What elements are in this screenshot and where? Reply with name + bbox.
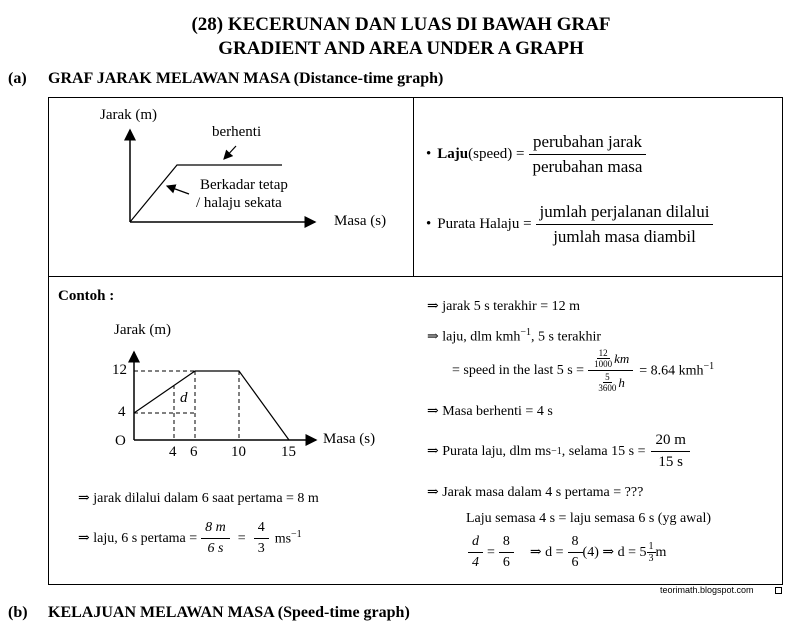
- g1-x-label: Masa (s): [334, 213, 387, 229]
- g2-d-label: d: [180, 390, 188, 406]
- example-r7: Laju semasa 4 s = laju semasa 6 s (yg awal): [466, 511, 712, 526]
- avg-speed-formula: [426, 202, 713, 247]
- g1-annot-rate2: / halaju sekata: [196, 195, 282, 211]
- example-r8: [468, 534, 666, 571]
- g2-x-tick-4: 4: [169, 444, 177, 460]
- section-a-heading: GRAF JARAK MELAWAN MASA (Distance-time graph): [48, 70, 444, 87]
- bullet: •: [426, 216, 432, 232]
- g2-x-tick-10: 10: [231, 444, 246, 460]
- r8-frac1: [468, 534, 483, 571]
- example-r5: [427, 432, 690, 471]
- r3-compound-fraction: [588, 348, 633, 393]
- r8-tail: (4) ⇒ d = 5: [582, 545, 647, 560]
- bullet: •: [426, 146, 432, 162]
- r3-n-frac: [592, 348, 614, 369]
- laju-6s-unit-text: ms: [274, 531, 292, 547]
- r3-d-den: 3600: [598, 383, 617, 393]
- r3-denominator: [592, 371, 629, 393]
- laju-6s-label: ⇒ laju, 6 s pertama =: [78, 531, 198, 546]
- section-b-label: (b): [8, 604, 28, 621]
- section-b-heading: KELAJUAN MELAWAN MASA (Speed-time graph): [48, 604, 410, 621]
- g2-y-tick-12: 12: [112, 362, 127, 378]
- g2-line: [134, 371, 289, 440]
- example-heading: Contoh :: [58, 288, 115, 304]
- speed-label-rest: (speed) =: [468, 146, 525, 162]
- g1-annot-stop: berhenti: [212, 124, 262, 140]
- r8-d2: 6: [502, 555, 510, 570]
- r8-n4: 1: [648, 541, 654, 552]
- g1-y-label: Jarak (m): [100, 107, 158, 123]
- g2-x-label: Masa (s): [323, 431, 376, 447]
- laju-6s-fraction2: [254, 520, 269, 557]
- g2-y-tick-4: 4: [118, 404, 126, 420]
- speed-fraction: [528, 132, 646, 177]
- r3-n-num: 12: [598, 348, 608, 358]
- r3-result-sup: −1: [703, 361, 715, 373]
- r3-n-unit: km: [614, 350, 630, 366]
- example-r2: [427, 327, 601, 346]
- example-r4: ⇒ Masa berhenti = 4 s: [427, 404, 553, 419]
- example-left-line1: ⇒ jarak dilalui dalam 6 saat pertama = 8 m: [78, 491, 319, 506]
- r8-unit: m: [655, 544, 667, 560]
- section-a-label: (a): [8, 70, 27, 87]
- r8-d1: 4: [472, 555, 479, 570]
- r3-n-den: 1000: [594, 359, 613, 369]
- page-title: (28) KECERUNAN DAN LUAS DI BAWAH GRAF: [191, 14, 611, 35]
- r8-eq: =: [487, 544, 495, 560]
- page-subtitle: GRADIENT AND AREA UNDER A GRAPH: [218, 38, 584, 59]
- g2-y-label: Jarak (m): [114, 322, 172, 338]
- watermark-text: teorimath.blogspot.com: [660, 585, 754, 595]
- example-r1: ⇒ jarak 5 s terakhir = 12 m: [427, 299, 580, 314]
- r8-frac4: [647, 541, 656, 564]
- watermark-square-icon: [775, 587, 782, 594]
- r2-sup: −1: [520, 327, 532, 338]
- r8-n3: 8: [568, 534, 583, 553]
- laju-6s-num: 8 m: [201, 520, 230, 539]
- avg-speed-fraction: [536, 202, 714, 247]
- g2-x-tick-15: 15: [281, 444, 296, 460]
- example-left-line2: [78, 520, 302, 557]
- example-r3: [452, 348, 714, 393]
- r2-tail: , 5 s terakhir: [531, 329, 602, 345]
- laju-6s-unit: [275, 529, 302, 548]
- r3-result: [639, 361, 714, 380]
- g1-annot-rate1: Berkadar tetap: [200, 177, 288, 193]
- speed-formula: [426, 132, 646, 177]
- laju-6s-den2: 3: [257, 541, 265, 556]
- r8-n2: 8: [499, 534, 514, 553]
- g2-x-tick-6: 6: [190, 444, 198, 460]
- r5-sup: −1: [551, 446, 562, 457]
- g1-stop-arrow: [224, 146, 236, 159]
- laju-6s-fraction: [201, 520, 230, 557]
- laju-6s-unit-sup: −1: [291, 529, 302, 541]
- r5-num: 20 m: [651, 432, 689, 452]
- r3-d-num: 5: [605, 372, 610, 382]
- laju-6s-num2: 4: [254, 520, 269, 539]
- r3-numerator: [588, 348, 633, 371]
- r8-frac3: [568, 534, 583, 571]
- r3-result-text: = 8.64 kmh: [639, 363, 704, 379]
- avg-speed-denominator: jumlah masa diambil: [553, 227, 696, 246]
- speed-denominator: perubahan masa: [532, 157, 643, 176]
- r3-d-unit: h: [618, 374, 625, 390]
- avg-speed-label: Purata Halaju =: [437, 216, 532, 232]
- r5-den: 15 s: [658, 454, 683, 470]
- r8-mid: ⇒ d =: [529, 545, 564, 560]
- r5-tail: , selama 15 s =: [561, 443, 646, 459]
- r5-fraction: [651, 432, 689, 471]
- speed-numerator: perubahan jarak: [529, 132, 646, 155]
- g1-rate-arrow: [167, 186, 189, 194]
- example-r6: ⇒ Jarak masa dalam 4 s pertama = ???: [427, 485, 644, 500]
- avg-speed-numerator: jumlah perjalanan dilalui: [536, 202, 714, 225]
- r5-text: ⇒ Purata laju, dlm ms: [427, 444, 552, 459]
- g2-origin: O: [115, 433, 126, 449]
- laju-6s-eq: =: [237, 530, 246, 546]
- r2-text: ⇒ laju, dlm kmh: [427, 329, 521, 345]
- r8-n1: d: [468, 534, 483, 553]
- speed-label: Laju: [437, 146, 469, 162]
- r8-d4: 3: [648, 553, 654, 564]
- r3-d-frac: [596, 372, 618, 393]
- r3-label: = speed in the last 5 s =: [452, 362, 585, 378]
- r8-d3: 6: [571, 555, 579, 570]
- laju-6s-den: 6 s: [207, 541, 224, 556]
- r8-frac2: [499, 534, 514, 571]
